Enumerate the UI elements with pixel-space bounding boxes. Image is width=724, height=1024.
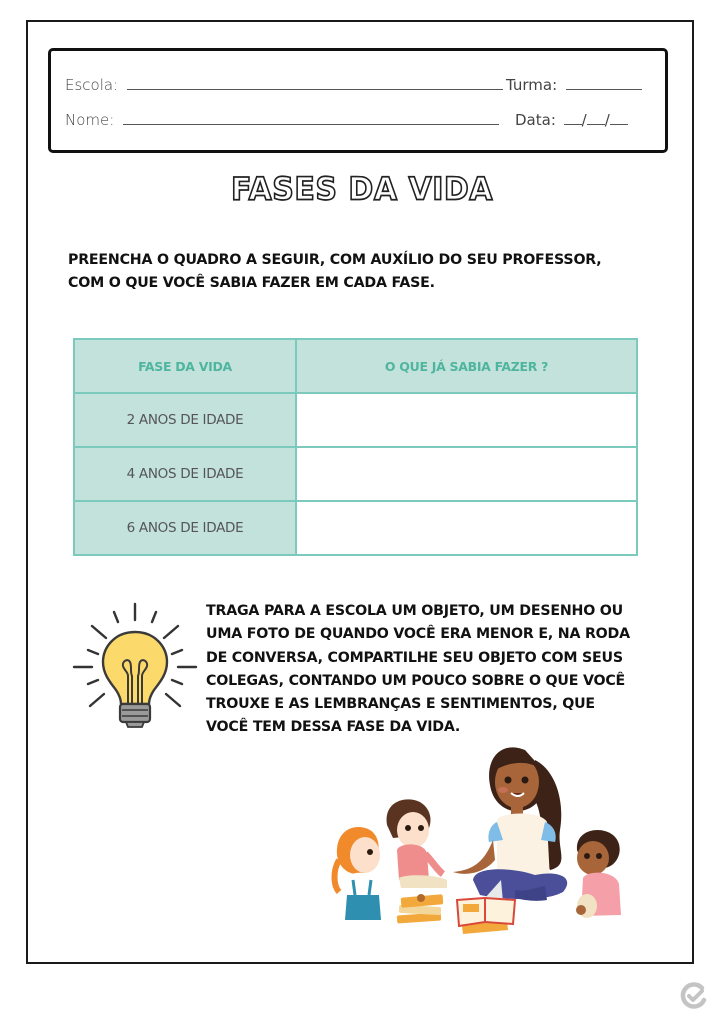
answer-cell[interactable] — [296, 501, 637, 555]
girl-figure — [335, 827, 382, 920]
instructions-line: PREENCHA O QUADRO A SEGUIR, COM AUXÍLIO DO SEU PROFESSOR, — [68, 252, 602, 268]
school-field[interactable] — [127, 75, 503, 90]
task-line: DE CONVERSA, COMPARTILHE SEU OBJETO COM SEUS — [206, 649, 623, 666]
instructions-line: COM O QUE VOCÊ SABIA FAZER EM CADA FASE. — [68, 275, 435, 291]
teacher-figure — [453, 747, 567, 900]
child-right-figure — [576, 830, 621, 918]
instructions — [68, 249, 628, 295]
table-row — [74, 501, 637, 555]
checkmark-logo-icon — [680, 982, 708, 1010]
class-label: Turma: — [506, 76, 558, 94]
book-stack — [397, 894, 444, 924]
answer-cell[interactable] — [296, 393, 637, 447]
phase-cell: 6 ANOS DE IDADE — [74, 501, 296, 555]
task-text — [206, 600, 646, 740]
date-row — [515, 110, 628, 129]
table-row — [74, 447, 637, 501]
table-header-row — [74, 339, 637, 393]
date-field[interactable]: / / — [564, 111, 628, 129]
page-title: FASES DA VIDA — [231, 171, 493, 208]
task-line: TROUXE E AS LEMBRANÇAS E SENTIMENTOS, QUE — [206, 696, 595, 713]
task-line: COLEGAS, CONTANDO UM POUCO SOBRE O QUE VOCÊ — [206, 672, 626, 689]
student-info-box — [48, 48, 668, 153]
name-label: Nome: — [65, 111, 115, 129]
phase-cell: 4 ANOS DE IDADE — [74, 447, 296, 501]
school-row — [65, 75, 503, 94]
class-field[interactable] — [566, 75, 642, 90]
name-field[interactable] — [123, 110, 499, 125]
life-phases-table — [73, 338, 638, 556]
teacher-children-illustration — [325, 730, 645, 940]
school-label: Escola: — [65, 76, 119, 94]
task-line: UMA FOTO DE QUANDO VOCÊ ERA MENOR E, NA RODA — [206, 626, 630, 643]
boy-figure — [387, 799, 447, 888]
table-row — [74, 393, 637, 447]
task-line: TRAGA PARA A ESCOLA UM OBJETO, UM DESENHO OU — [206, 603, 623, 619]
light-bulb-icon — [70, 600, 200, 730]
name-row — [65, 110, 499, 129]
column-header-skills: O QUE JÁ SABIA FAZER ? — [296, 339, 637, 393]
answer-cell[interactable] — [296, 447, 637, 501]
phase-cell: 2 ANOS DE IDADE — [74, 393, 296, 447]
date-label: Data: — [515, 111, 556, 129]
task-line: VOCÊ TEM DESSA FASE DA VIDA. — [206, 719, 461, 736]
class-row — [506, 75, 642, 94]
column-header-phase: FASE DA VIDA — [74, 339, 296, 393]
